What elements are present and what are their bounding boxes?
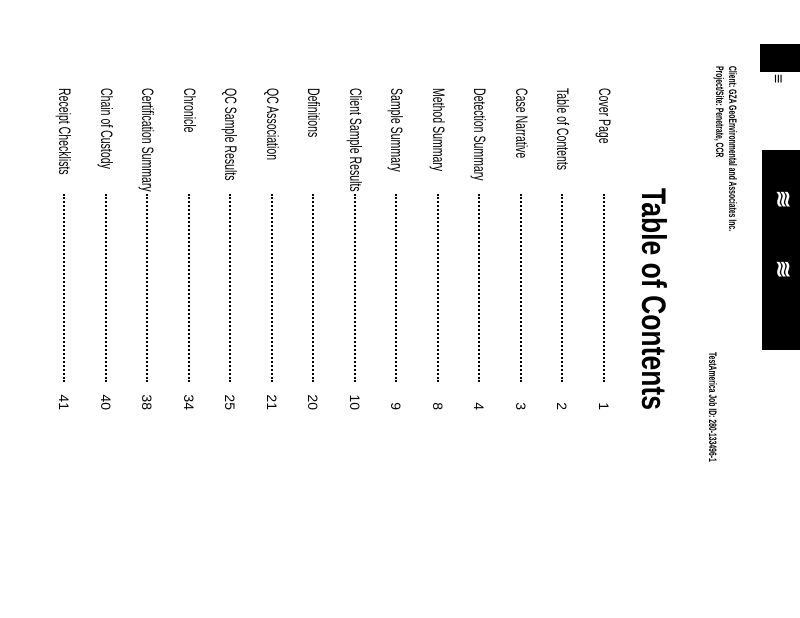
toc-label: Table of Contents <box>553 88 573 171</box>
toc-item[interactable] <box>531 88 573 410</box>
toc-label: Case Narrative <box>512 88 531 159</box>
toc-label: Certification Summary <box>138 88 158 192</box>
toc-item[interactable] <box>241 88 283 410</box>
leader-dots <box>230 194 232 382</box>
bar-glyph-icon: ≋ <box>771 190 796 209</box>
leader-dots <box>147 194 149 382</box>
toc-page: 3 <box>513 402 529 410</box>
toc-item[interactable] <box>448 88 490 410</box>
toc-page: 20 <box>305 394 322 410</box>
toc-page: 40 <box>98 394 114 410</box>
toc-page: 8 <box>430 402 446 410</box>
toc-list <box>33 88 614 410</box>
leader-dots <box>603 194 605 382</box>
toc-label: Chronicle <box>180 88 199 133</box>
toc-item[interactable] <box>75 88 117 410</box>
toc-label: Detection Summary <box>470 88 490 181</box>
toc-page: 41 <box>56 394 73 410</box>
toc-item[interactable] <box>158 88 200 410</box>
page-title: Table of Contents <box>634 188 672 410</box>
toc-page: 21 <box>264 394 280 410</box>
leader-dots <box>437 194 439 382</box>
leader-dots <box>105 194 107 382</box>
toc-label: Client Sample Results <box>346 88 365 192</box>
header-client-block <box>712 66 738 231</box>
toc-page: 9 <box>388 402 405 410</box>
toc-label: Chain of Custody <box>97 88 116 169</box>
toc-page: 38 <box>139 394 156 410</box>
toc-item[interactable] <box>282 88 324 410</box>
toc-page: 1 <box>596 402 612 410</box>
bar-glyph-icon: ≋ <box>771 260 796 279</box>
toc-item[interactable] <box>199 88 241 410</box>
toc-item[interactable] <box>407 88 449 410</box>
toc-item[interactable] <box>116 88 158 410</box>
client-line: Client: GZA GeoEnvironmental and Associates Inc. <box>726 66 738 232</box>
leader-dots <box>313 194 315 382</box>
leader-dots <box>271 194 273 382</box>
leader-dots <box>479 194 481 382</box>
side-bar-graphic <box>762 150 800 350</box>
leader-dots <box>354 194 356 382</box>
leader-dots <box>520 194 522 382</box>
toc-item[interactable] <box>365 88 407 410</box>
toc-page: 25 <box>222 394 239 410</box>
leader-dots <box>396 194 398 382</box>
toc-label: Receipt Checklists <box>55 88 75 175</box>
leader-dots <box>562 194 564 382</box>
leader-dots <box>188 194 190 382</box>
toc-item[interactable] <box>33 88 75 410</box>
toc-label: Sample Summary <box>387 88 407 172</box>
toc-item[interactable] <box>573 88 615 410</box>
logo-block <box>760 44 800 72</box>
toc-label: QC Sample Results <box>221 88 241 181</box>
toc-label: Definitions <box>304 88 324 138</box>
toc-page: 2 <box>554 402 571 410</box>
logo-icon: ≡ <box>769 74 786 84</box>
toc-page: 10 <box>347 394 363 410</box>
leader-dots <box>64 194 66 382</box>
toc-page: 34 <box>181 394 197 410</box>
toc-label: QC Association <box>263 88 282 161</box>
toc-item[interactable] <box>324 88 366 410</box>
toc-label: Method Summary <box>429 88 448 172</box>
project-line: Project/Site: Penetrate, CCR <box>713 66 725 158</box>
toc-item[interactable] <box>490 88 532 410</box>
toc-page: 4 <box>471 402 488 410</box>
toc-label: Cover Page <box>595 88 614 144</box>
job-id: TestAmerica Job ID: 280-133496-1 <box>706 352 718 462</box>
